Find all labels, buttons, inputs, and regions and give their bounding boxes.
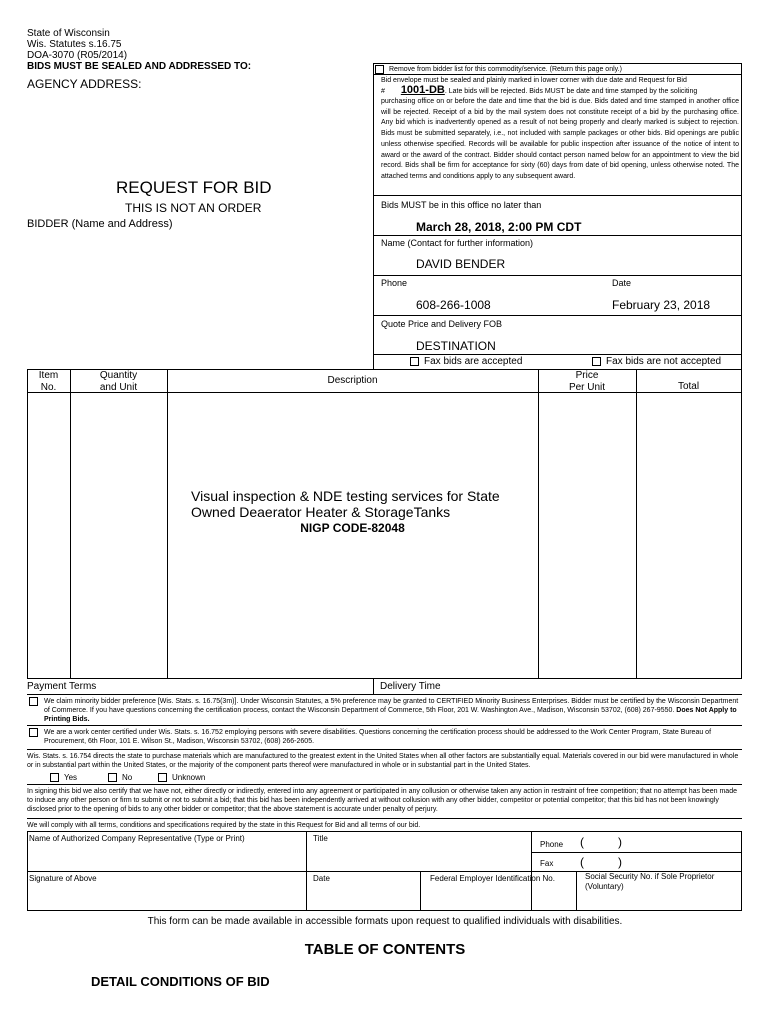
contact-name-value: DAVID BENDER — [416, 257, 506, 271]
form-number: DOA-3070 (R05/2014) — [27, 50, 128, 61]
bid-instructions: purchasing office on or before the date and time that the bid is due. Bids dated and time stamped in another office will be rejected. Receipt of a bid by the mail system does not constitute receipt of a bid by the purchasing office. Any bid which is inadvertently opened as a result of not being properly and clearly marked is subject to rejection. Bids must be submitted separately, i.e., not included with sample packages or other bids. Bid openings are public unless otherwise specified. Records will be available for public inspection after issuance of the notice of intent to award or the award of the contract. Bidder should contact person named below for an appointment to view the bid record. Bids shall be firm for acceptance for sixty (60) days from date of bid opening, unless otherwise noted. The attached terms and conditions apply to any subsequent award. — [381, 98, 739, 180]
envelope-line2-rest: . Late bids will be rejected. Bids MUST be date and time stamped by the soliciting — [444, 88, 698, 95]
bidder-label: BIDDER (Name and Address) — [27, 218, 173, 230]
col-item-line1: Item — [38, 370, 59, 381]
envelope-line1: Bid envelope must be sealed and plainly marked in lower corner with due date and Request for Bid — [381, 77, 687, 84]
rep-phone-label: Phone — [540, 840, 564, 849]
signature-label: Signature of Above — [29, 874, 97, 883]
remove-bidder-checkbox[interactable] — [375, 65, 384, 74]
col-qty-line1: Quantity — [99, 370, 138, 381]
date-label: Date — [612, 278, 632, 288]
not-order-label: THIS IS NOT AN ORDER — [125, 201, 262, 215]
sealed-notice: BIDS MUST BE SEALED AND ADDRESSED TO: — [27, 61, 252, 72]
col-price-line2: Per Unit — [568, 382, 606, 393]
envelope-line2 — [381, 86, 697, 96]
item-description-line1: Visual inspection & NDE testing services for State — [191, 488, 500, 504]
signature-field[interactable] — [29, 885, 304, 909]
delivery-time-label: Delivery Time — [380, 681, 441, 692]
fax-label: Fax — [540, 859, 554, 868]
fax-paren-open: ( — [580, 855, 584, 869]
comply-text: We will comply with all terms, conditions and specifications required by the state in this Request for Bid and all terms of our bid. — [27, 822, 421, 829]
col-price-line1: Price — [575, 370, 599, 381]
no-checkbox[interactable] — [108, 773, 117, 782]
bid-number: 1001-DB — [400, 84, 445, 96]
col-qty-line2: and Unit — [99, 382, 138, 393]
work-center-checkbox[interactable] — [29, 728, 38, 737]
date-value: February 23, 2018 — [612, 298, 711, 312]
agency-address-label: AGENCY ADDRESS: — [27, 77, 142, 91]
phone-value: 608-266-1008 — [416, 298, 491, 312]
col-item-line2: No. — [40, 382, 57, 393]
col-total-header: Total — [677, 381, 700, 392]
fax-not-accepted-label: Fax bids are not accepted — [606, 356, 722, 367]
remove-bidder-label: Remove from bidder list for this commodity/service. (Return this page only.) — [389, 66, 622, 73]
yes-label: Yes — [64, 773, 78, 782]
statutes-label: Wis. Statutes s.16.75 — [27, 39, 122, 50]
col-price-header — [538, 370, 636, 394]
state-label: State of Wisconsin — [27, 28, 110, 39]
hash-label: # — [381, 88, 385, 95]
page-title: REQUEST FOR BID — [116, 178, 272, 197]
bidder-address-field[interactable] — [27, 234, 367, 364]
col-item-header — [27, 370, 70, 394]
minority-preference-checkbox[interactable] — [29, 697, 38, 706]
item-description-line2: Owned Deaerator Heater & StorageTanks — [191, 504, 451, 520]
unknown-checkbox[interactable] — [158, 773, 167, 782]
certify-text: In signing this bid we also certify that we have not, either directly or indirectly, entered into any agreement or participated in any collusion or otherwise taken any action in restraint of free competition; that no attempt has been made to induce any other person or firm to submit or not to submit a bid; that this bid has been independently arrived at without collusion with any other bidder, competitor or potential competitor; that this bid has not been knowingly disclosed prior to the opening of bids to any other bidder or competitor; that the above statement is accurate under penalty of perjury. — [27, 788, 737, 813]
toc-heading: TABLE OF CONTENTS — [304, 941, 466, 958]
rep-name-label: Name of Authorized Company Representative (Type or Print) — [29, 834, 245, 843]
fax-paren-close: ) — [618, 855, 622, 869]
fein-label: Federal Employer Identification No. — [430, 874, 555, 883]
yes-checkbox[interactable] — [50, 773, 59, 782]
fob-value: DESTINATION — [416, 339, 496, 353]
payment-terms-label: Payment Terms — [27, 681, 97, 692]
fax-accepted-label: Fax bids are accepted — [424, 356, 523, 367]
contact-label: Name (Contact for further information) — [381, 238, 534, 248]
title-label: Title — [313, 834, 328, 843]
fax-not-accepted-checkbox[interactable] — [592, 357, 601, 366]
fax-accepted-checkbox[interactable] — [410, 357, 419, 366]
phone-paren-open: ( — [580, 835, 584, 849]
col-desc-header: Description — [327, 375, 378, 386]
minority-text-body: We claim minority bidder preference [Wis. Stats. s. 16.75(3m)]. Under Wisconsin Statutes, a 5% preference may be granted to CERTIFIED Minority Business Enterprises. Bidder must be certified by the Wisconsin Department of Commerce. If you have questions concerning the certification process, contact the Wisconsin Department of Commerce, 5th Floor, 201 W. Washington Ave., Madison, Wisconsin 53702, (608) 267-9550. — [44, 698, 739, 714]
col-qty-header — [70, 370, 167, 394]
rep-name-field[interactable] — [29, 845, 304, 869]
minority-preference-text: We claim minority bidder preference [Wis. Stats. s. 16.75(3m)]. Under Wisconsin Statutes, a 5% preference may be granted to CERTIFIED Minority Business Enterprises. Bidder must be certified by the Wisconsin Department of Commerce. If you have questions concerning the certification process, contact the Wisconsin Department of Commerce, 5th Floor, 201 W. Washington Ave., Madison, Wisconsin 53702, (608) 267-9550. Does Not Apply to Printing Bids. — [44, 698, 739, 723]
nigp-code: NIGP CODE-82048 — [300, 521, 405, 535]
due-label: Bids MUST be in this office no later than — [381, 200, 542, 210]
detail-conditions-heading: DETAIL CONDITIONS OF BID — [91, 974, 270, 989]
unknown-label: Unknown — [172, 773, 206, 782]
phone-label: Phone — [381, 278, 408, 288]
ssn-label: Social Security No. if Sole Proprietor (Voluntary) — [585, 872, 715, 891]
sig-date-label: Date — [313, 874, 330, 883]
phone-paren-close: ) — [618, 835, 622, 849]
minority-text-bold: Does Not Apply to Printing Bids — [44, 707, 737, 723]
no-label: No — [122, 773, 133, 782]
fob-label: Quote Price and Delivery FOB — [381, 319, 503, 329]
due-date-value: March 28, 2018, 2:00 PM CDT — [416, 220, 582, 234]
title-field[interactable] — [313, 845, 528, 869]
s16754-text: Wis. Stats. s. 16.754 directs the state to purchase materials which are manufactured to the greatest extent in the United States when all other factors are substantially equal. Materials covered in our bid were manufactured in whole or in substantial part within the United States, or the majority of the component parts thereof were manufactured in whole or in substantial part in the United States. — [27, 753, 739, 769]
work-center-text: We are a work center certified under Wis. Stats. s. 16.752 employing persons with severe disabilities. Questions concerning the certification process should be addressed to the Work Center Program, State Bureau of Procurement, 6th Floor, 101 E. Wilson St., Madison, Wisconsin 53702, (608) 266-2605. — [44, 729, 712, 745]
accessible-notice: This form can be made available in accessible formats upon request to qualified individuals with disabilities. — [147, 916, 623, 927]
